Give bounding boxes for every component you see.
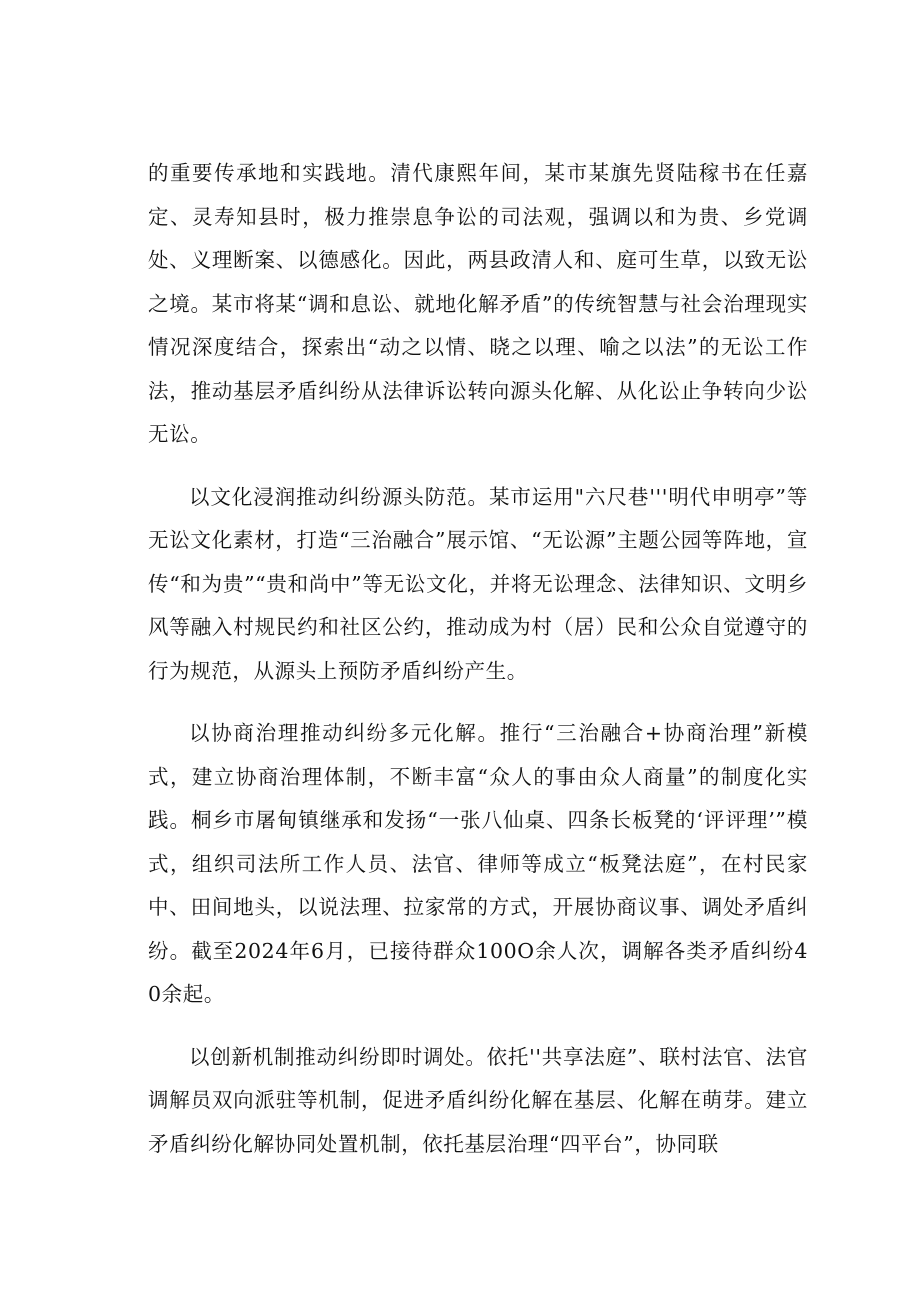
paragraph-1: 的重要传承地和实践地。清代康熙年间，某市某旗先贤陆稼书在任嘉定、灵寿知县时，极力推崇息争讼的司法观，强调以和为贵、乡党调处、义理断案、以德感化。因此，两县政清人和、庭可生草，以致无讼之境。某市将某“调和息讼、就地化解矛盾”的传统智慧与社会治理现实情况深度结合，探索出“动之以情、晓之以理、喻之以法”的无讼工作法，推动基层矛盾纠纷从法律诉讼转向源头化解、从化讼止争转向少讼无讼。 bbox=[148, 161, 808, 446]
paragraph-2: 以文化浸润推动纠纷源头防范。某市运用"六尺巷'''明代申明亭”等无讼文化素材，打造“三治融合”展示馆、“无讼源”主题公园等阵地，宣传“和为贵”“贵和尚中”等无讼文化，并将无讼理念、法律知识、文明乡风等融入村规民约和社区公约，推动成为村（居）民和公众自觉遵守的行为规范，从源头上预防矛盾纠纷产生。 bbox=[148, 484, 808, 683]
document-body bbox=[148, 152, 808, 1185]
paragraph-4: 以创新机制推动纠纷即时调处。依托''共享法庭”、联村法官、法官调解员双向派驻等机制，促进矛盾纠纷化解在基层、化解在萌芽。建立矛盾纠纷化解协同处置机制，依托基层治理“四平台”，协同联 bbox=[148, 1044, 808, 1156]
paragraph-3: 以协商治理推动纠纷多元化解。推行“三治融合+协商治理”新模式，建立协商治理体制，不断丰富“众人的事由众人商量”的制度化实践。桐乡市屠甸镇继承和发扬“一张八仙桌、四条长板凳的‘评评理’”模式，组织司法所工作人员、法官、律师等成立“板凳法庭”，在村民家中、田间地头，以说法理、拉家常的方式，开展协商议事、调处矛盾纠纷。截至2024年6月，已接待群众100O余人次，调解各类矛盾纠纷40余起。 bbox=[148, 721, 808, 1006]
